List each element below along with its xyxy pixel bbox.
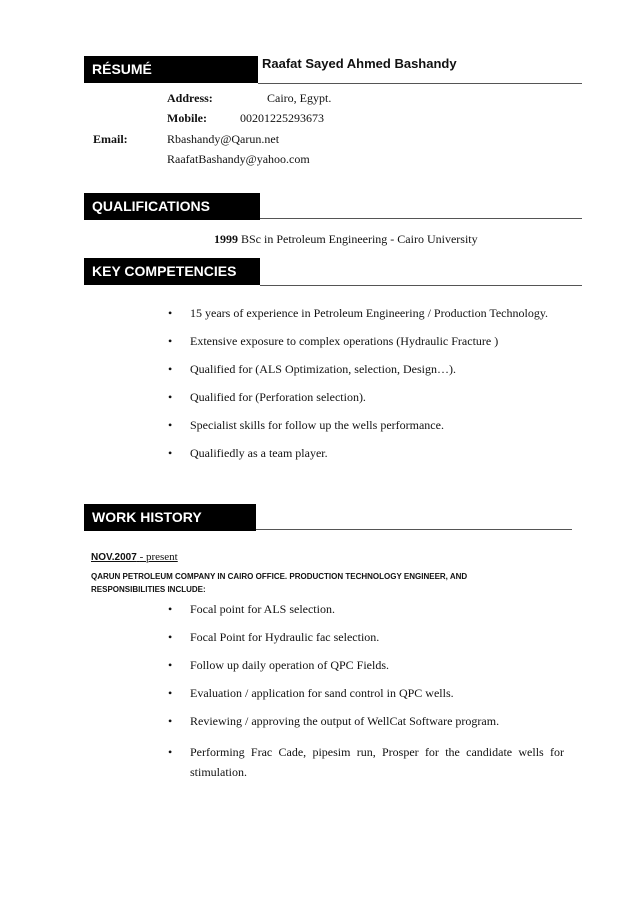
list-item: • 15 years of experience in Petroleum Engineering / Production Technology. xyxy=(164,306,548,334)
mobile-value: 00201225293673 xyxy=(240,111,324,125)
responsibilities-list xyxy=(164,602,564,782)
address-value: Cairo, Egypt. xyxy=(267,91,332,105)
qualification-entry xyxy=(214,232,478,247)
list-item: • Follow up daily operation of QPC Fields. xyxy=(164,658,564,686)
list-item: • Reviewing / approving the output of WellCat Software program. xyxy=(164,714,564,742)
qualifications-heading: QUALIFICATIONS xyxy=(92,198,210,214)
resume-title-bar xyxy=(84,56,258,83)
competencies-heading-bar xyxy=(84,258,260,285)
candidate-name: Raafat Sayed Ahmed Bashandy xyxy=(262,56,457,71)
qualification-year: 1999 xyxy=(214,232,238,246)
list-item: • Qualifiedly as a team player. xyxy=(164,446,548,474)
work-history-heading-bar xyxy=(84,504,256,531)
job-role-line-1: QARUN PETROLEUM COMPANY IN CAIRO OFFICE. PRODUCTION TECHNOLOGY ENGINEER, AND xyxy=(91,572,468,581)
email-secondary[interactable]: RaafatBashandy@yahoo.com xyxy=(167,152,310,166)
list-item: • Performing Frac Cade, pipesim run, Prosper for the candidate wells for stimulation. xyxy=(164,742,564,782)
qualification-degree: BSc in Petroleum Engineering - Cairo University xyxy=(241,232,478,246)
email-primary[interactable]: Rbashandy@Qarun.net xyxy=(167,132,280,146)
work-history-heading: WORK HISTORY xyxy=(92,509,202,525)
mobile-label: Mobile: xyxy=(167,111,207,125)
resume-title: RÉSUMÉ xyxy=(92,61,152,77)
list-item: • Specialist skills for follow up the wells performance. xyxy=(164,418,548,446)
work-history-rule xyxy=(256,529,572,530)
list-item: • Qualified for (Perforation selection). xyxy=(164,390,548,418)
list-item: • Focal Point for Hydraulic fac selection. xyxy=(164,630,564,658)
job-period-start: NOV.2007 xyxy=(91,552,137,563)
job-period-end: - present xyxy=(139,551,178,563)
list-item: • Qualified for (ALS Optimization, selection, Design…). xyxy=(164,362,548,390)
list-item: • Evaluation / application for sand control in QPC wells. xyxy=(164,686,564,714)
competencies-rule xyxy=(260,285,582,286)
job-role-line-2: RESPONSIBILITIES INCLUDE: xyxy=(91,585,206,594)
header-rule xyxy=(258,83,582,84)
qualifications-rule xyxy=(260,218,582,219)
list-item: • Extensive exposure to complex operations (Hydraulic Fracture ) xyxy=(164,334,548,362)
competencies-heading: KEY COMPETENCIES xyxy=(92,263,237,279)
address-label: Address: xyxy=(167,91,213,105)
email-label: Email: xyxy=(93,132,128,146)
qualifications-heading-bar xyxy=(84,193,260,220)
competencies-list xyxy=(164,306,548,474)
list-item: • Focal point for ALS selection. xyxy=(164,602,564,630)
job-period xyxy=(91,551,178,563)
